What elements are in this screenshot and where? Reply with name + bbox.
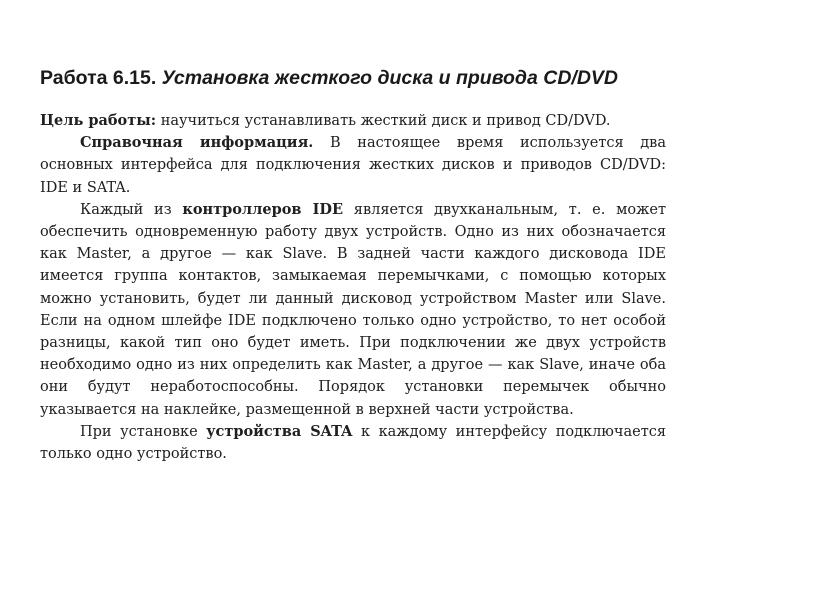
textbook-page xyxy=(40,0,666,600)
ide-bold-term: контроллеров IDE xyxy=(182,200,344,218)
sata-text-after: к каждому интерфейсу подключается только одно устройство. xyxy=(40,423,667,463)
goal-label: Цель работы: xyxy=(40,112,157,129)
sata-text-before: При установке xyxy=(80,423,198,440)
goal-text: научиться устанавливать жесткий диск и привод CD/DVD. xyxy=(160,113,611,129)
reference-text: В настоящее время используется два основных интерфейса для подключения жестких дисков и приводов CD/DVD: IDE и SATA. xyxy=(40,135,666,196)
work-number: Работа 6.15. xyxy=(40,67,157,89)
ide-paragraph xyxy=(40,199,666,421)
work-title: Установка жесткого диска и привода CD/DVD xyxy=(161,67,618,89)
sata-bold-term: устройства SATA xyxy=(206,422,353,440)
goal-paragraph xyxy=(40,110,666,132)
reference-paragraph xyxy=(40,132,666,199)
body-text xyxy=(40,110,666,465)
ide-text-after: является двухканальным, т. е. может обеспечить одновременную работу двух устройств. Одно из них обозначается как Master, а другое — как Slave. В задней части каждого дисковода IDE имеется группа контактов, замыкаемая перемычками, с помощью которых можно установить, будет ли данный дисковод устройством Master или Slave. Если на одном шлейфе IDE подключено только одно устройство, то нет особой разницы, какой тип оно будет иметь. При подключении же двух устройств необходимо одно из них определить как Master, а другое — как Slave, иначе оба они будут неработоспособны. Порядок установки перемычек обычно указывается на наклейке, размещенной в верхней части устройства. xyxy=(40,201,667,418)
page-heading xyxy=(40,66,618,90)
ide-text-before: Каждый из xyxy=(80,201,172,218)
reference-label: Справочная информация. xyxy=(80,134,314,152)
sata-paragraph xyxy=(40,421,666,465)
